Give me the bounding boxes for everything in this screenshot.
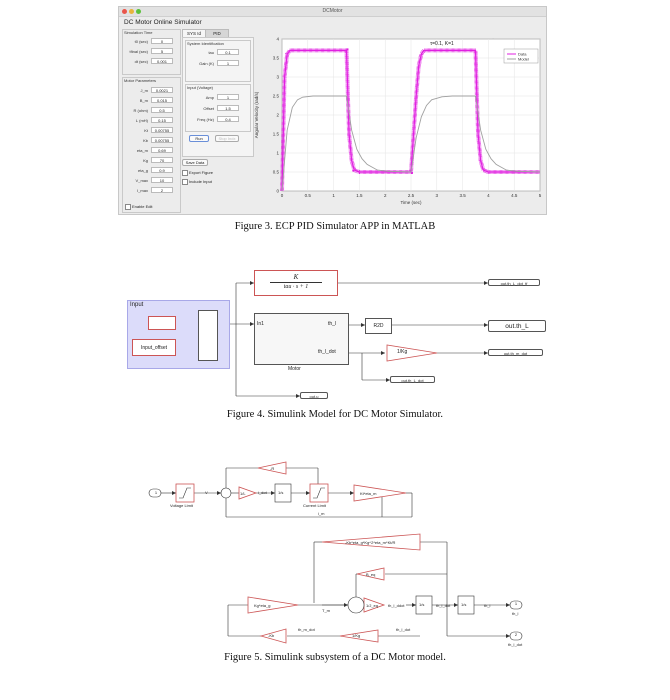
x-tick-label: 0 xyxy=(280,193,284,198)
field-input[interactable]: 0 xyxy=(151,38,173,44)
transfer-function-block[interactable] xyxy=(254,270,338,296)
figure-5-caption: Figure 5. Simulink subsystem of a DC Motor model. xyxy=(224,652,446,663)
out-th-l-dot-tf[interactable]: out.th_L_dot_tf xyxy=(488,279,540,286)
th-l-signal: th_l xyxy=(484,603,491,608)
gain-label: Gain (K) xyxy=(199,61,214,66)
field-input[interactable]: 0.69 xyxy=(151,147,173,153)
field-input[interactable]: 10 xyxy=(151,177,173,183)
field-label: J_m xyxy=(140,88,148,93)
input-label: Input xyxy=(130,302,144,308)
field-input[interactable]: 0.015 xyxy=(151,97,173,103)
inv-jeq-gain: 1/J_eq xyxy=(366,603,379,608)
window-titlebar xyxy=(119,7,546,17)
field-label: t0 (sec) xyxy=(134,39,148,44)
y-tick-label: 4 xyxy=(276,36,279,42)
integrator-2: 1/s xyxy=(419,602,425,607)
y-tick-label: 2 xyxy=(276,112,279,118)
v-signal-label: V xyxy=(205,490,208,495)
inv-kg-gain: 1/Kg xyxy=(352,633,361,638)
y-tick-label: 2.5 xyxy=(272,93,279,99)
input-source-block[interactable] xyxy=(148,316,176,330)
field-input[interactable]: 0.0021 xyxy=(151,87,173,93)
gain-label: 1/Kg xyxy=(397,349,408,355)
field-label: Offset xyxy=(203,106,214,111)
enable-edit-checkbox[interactable] xyxy=(125,204,131,210)
matlab-app-window xyxy=(118,6,547,215)
neg-kb-gain: -Kb xyxy=(268,633,275,638)
i-m-label: i_m xyxy=(318,511,325,516)
motor-params-title: Motor Parameters xyxy=(124,78,157,83)
current-limit-label: Current Limit xyxy=(303,503,326,508)
save-data-button[interactable]: Save Data xyxy=(182,159,208,166)
x-tick-label: 4 xyxy=(487,193,490,198)
x-tick-label: 1 xyxy=(332,193,335,198)
field-label: L (mH) xyxy=(135,118,148,123)
integrator-1: 1/s xyxy=(278,490,284,495)
motor-thdot-port: th_l_dot xyxy=(318,349,336,355)
x-tick-label: 3.5 xyxy=(459,193,466,198)
y-tick-label: 0 xyxy=(276,188,279,194)
field-input[interactable]: 0.00755 xyxy=(151,137,173,143)
export-figure-checkbox[interactable] xyxy=(182,170,188,176)
motor-th-port: th_l xyxy=(328,321,337,327)
field-label: dt (sec) xyxy=(134,59,148,64)
figure-4-caption: Figure 4. Simulink Model for DC Motor Simulator. xyxy=(226,409,444,420)
y-tick-label: 1.5 xyxy=(272,131,279,137)
th-m-dot-label: th_m_dot xyxy=(298,627,315,632)
run-button[interactable]: Run xyxy=(189,135,209,142)
field-label: eta_g xyxy=(137,168,148,173)
th-l-dot-signal: th_l_dot xyxy=(436,603,451,608)
y-tick-label: 3 xyxy=(276,74,279,80)
sim-time-title: Simulation Time xyxy=(124,30,153,35)
field-input[interactable]: 5 xyxy=(151,48,173,54)
i-dot-label: i_dot xyxy=(258,490,267,495)
kt-eta-gain: Kt*eta_m xyxy=(360,491,377,496)
tau-label: tau xyxy=(208,50,214,55)
out-th-l[interactable]: out.th_L xyxy=(488,320,546,332)
inv-l-gain: 1/L xyxy=(240,491,246,496)
y-tick-label: 0.5 xyxy=(272,169,279,175)
field-input[interactable]: 0.00755 xyxy=(151,127,173,133)
field-label: R (ohm) xyxy=(133,108,148,113)
x-tick-label: 1.5 xyxy=(356,193,363,198)
out2-label: th_l_dot xyxy=(508,642,523,647)
big-gain-label: -Kb*eta_g*Kg^2*eta_m*Kt/R xyxy=(345,540,396,545)
field-label: V_max xyxy=(135,178,148,183)
field-label: tfinal (sec) xyxy=(129,49,148,54)
legend-entry: Model xyxy=(518,56,529,62)
field-label: Kb xyxy=(143,138,148,143)
integrator-3: 1/s xyxy=(461,602,467,607)
field-input[interactable]: 0.15 xyxy=(151,117,173,123)
th-l-dot-label-2: th_l_dot xyxy=(396,627,411,632)
field-input[interactable]: 1 xyxy=(217,94,239,100)
tf-fraction-bar xyxy=(270,282,322,283)
x-tick-label: 2 xyxy=(383,193,387,198)
figure-5-diagram xyxy=(0,455,670,650)
x-tick-label: 2.5 xyxy=(407,193,415,198)
field-input[interactable]: 0.001 xyxy=(151,58,173,64)
field-input[interactable]: 70 xyxy=(151,157,173,163)
fig5-in1-port[interactable]: 1 xyxy=(154,490,158,495)
field-label: B_m xyxy=(139,98,148,103)
export-figure-label: Export Figure xyxy=(189,170,214,175)
legend-entry: Data xyxy=(518,51,527,57)
y-tick-label: 3.5 xyxy=(272,55,279,61)
include-input-label: Include Input xyxy=(189,179,212,184)
figure-3-caption: Figure 3. ECP PID Simulator APP in MATLAB xyxy=(234,221,436,232)
input-sum-block[interactable] xyxy=(198,310,218,361)
gain-block[interactable] xyxy=(387,345,437,361)
app-title: DC Motor Online Simulator xyxy=(124,19,202,26)
gain-field[interactable]: 1 xyxy=(217,60,239,66)
include-input-checkbox[interactable] xyxy=(182,179,188,185)
r2d-block[interactable]: R2D xyxy=(365,318,392,334)
motor-in-port: In1 xyxy=(257,321,264,327)
stop-button[interactable]: Stop Indx xyxy=(215,135,239,142)
field-label: Amp xyxy=(205,95,214,100)
enable-edit-label: Enable Edit xyxy=(132,204,153,209)
tab-sys-id[interactable]: SYS Id xyxy=(182,29,206,38)
chart-title: τ=0.1, K=1 xyxy=(430,41,454,47)
th-l-ddot-label: th_l_ddot xyxy=(388,603,405,608)
y-axis-label: Angular Velocity (rad/s) xyxy=(254,91,259,139)
tau-field[interactable]: 0.1 xyxy=(217,49,239,55)
x-tick-label: 3 xyxy=(435,193,439,198)
field-label: Kg xyxy=(143,158,148,163)
motor-label: Motor xyxy=(288,366,301,372)
field-input[interactable]: 0.9 xyxy=(151,167,173,173)
x-axis-label: Time (sec) xyxy=(400,200,422,205)
velocity-chart xyxy=(252,31,544,211)
field-label: eta_m xyxy=(136,148,148,153)
tau-m-label: T_m xyxy=(322,608,330,613)
field-input[interactable]: 0.4 xyxy=(217,116,239,122)
x-tick-label: 0.5 xyxy=(304,193,311,198)
out-th-m-dot[interactable]: out.th_m_dot xyxy=(488,349,543,356)
window-title: DCMotor xyxy=(322,8,343,14)
field-label: Kt xyxy=(144,128,148,133)
field-label: Freq (Hz) xyxy=(197,117,214,122)
field-input[interactable]: 2 xyxy=(151,187,173,193)
field-input[interactable]: 0.5 xyxy=(151,107,173,113)
out2-port[interactable]: 2 xyxy=(514,632,518,637)
y-tick-label: 1 xyxy=(276,150,279,156)
tf-numerator: K xyxy=(293,273,299,281)
voltage-limit-label: Voltage Limit xyxy=(170,503,193,508)
field-label: I_max xyxy=(137,188,148,193)
kg-eta-gain: Kg*eta_g xyxy=(254,603,271,608)
field-input[interactable]: 1.5 xyxy=(217,105,239,111)
out1-port[interactable]: 1 xyxy=(514,601,518,606)
sys-id-title: System Identification xyxy=(187,41,224,46)
out-u[interactable]: out.u xyxy=(300,392,328,399)
tab-pid[interactable]: PID xyxy=(205,29,229,38)
out1-label: th_l xyxy=(512,611,519,616)
tf-denominator: tau · s + 1 xyxy=(283,284,309,290)
neg-r-gain: -R xyxy=(270,466,275,471)
x-tick-label: 5 xyxy=(538,193,542,198)
x-tick-label: 4.5 xyxy=(511,193,518,198)
input-voltage-title: Input (Voltage) xyxy=(187,85,214,90)
out-th-l-dot[interactable]: out.th_L_dot xyxy=(390,376,435,383)
b-eq-gain: B_eq xyxy=(366,572,376,577)
input-offset-block[interactable]: Input_offset xyxy=(132,339,176,356)
